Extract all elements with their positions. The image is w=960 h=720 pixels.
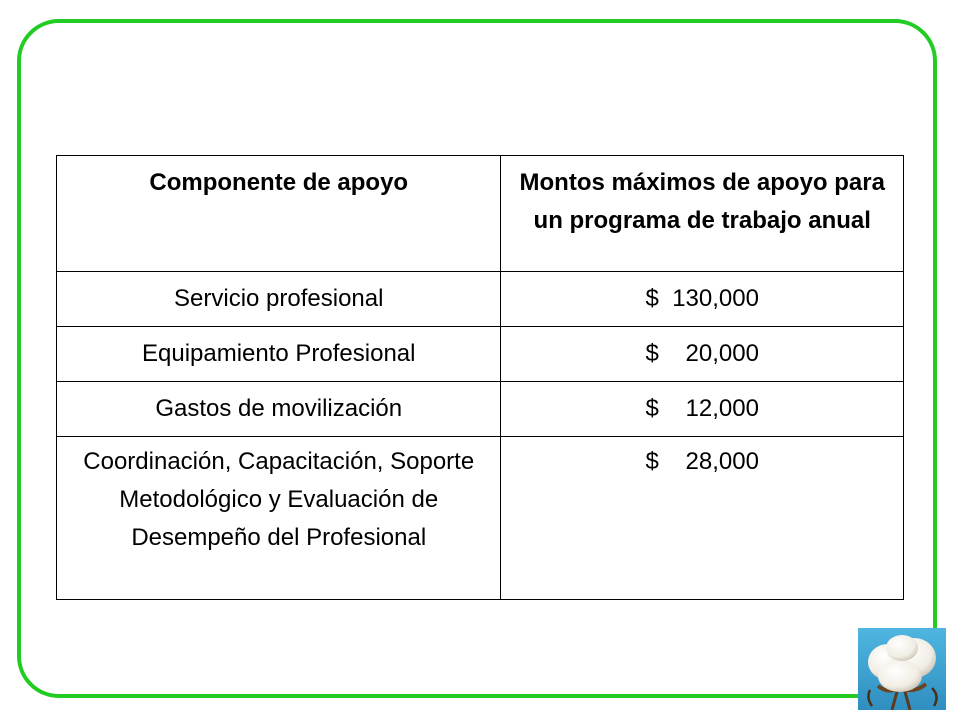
table-row bbox=[57, 272, 904, 327]
table-row bbox=[57, 382, 904, 437]
table-row bbox=[57, 437, 904, 600]
row-component: Gastos de movilización bbox=[57, 382, 501, 437]
row-component: Coordinación, Capacitación, Soporte Metodológico y Evaluación de Desempeño del Profesional bbox=[57, 437, 501, 600]
cotton-boll-image bbox=[858, 628, 946, 710]
table-header-row bbox=[57, 156, 904, 272]
header-component: Componente de apoyo bbox=[57, 156, 501, 272]
support-amounts-table bbox=[56, 155, 904, 600]
header-amount: Montos máximos de apoyo para un programa de trabajo anual bbox=[501, 156, 904, 272]
row-component: Servicio profesional bbox=[57, 272, 501, 327]
row-amount: $ 130,000 bbox=[501, 272, 904, 327]
row-amount: $ 20,000 bbox=[501, 327, 904, 382]
row-component: Equipamiento Profesional bbox=[57, 327, 501, 382]
table-row bbox=[57, 327, 904, 382]
row-amount: $ 12,000 bbox=[501, 382, 904, 437]
row-amount: $ 28,000 bbox=[501, 437, 904, 600]
